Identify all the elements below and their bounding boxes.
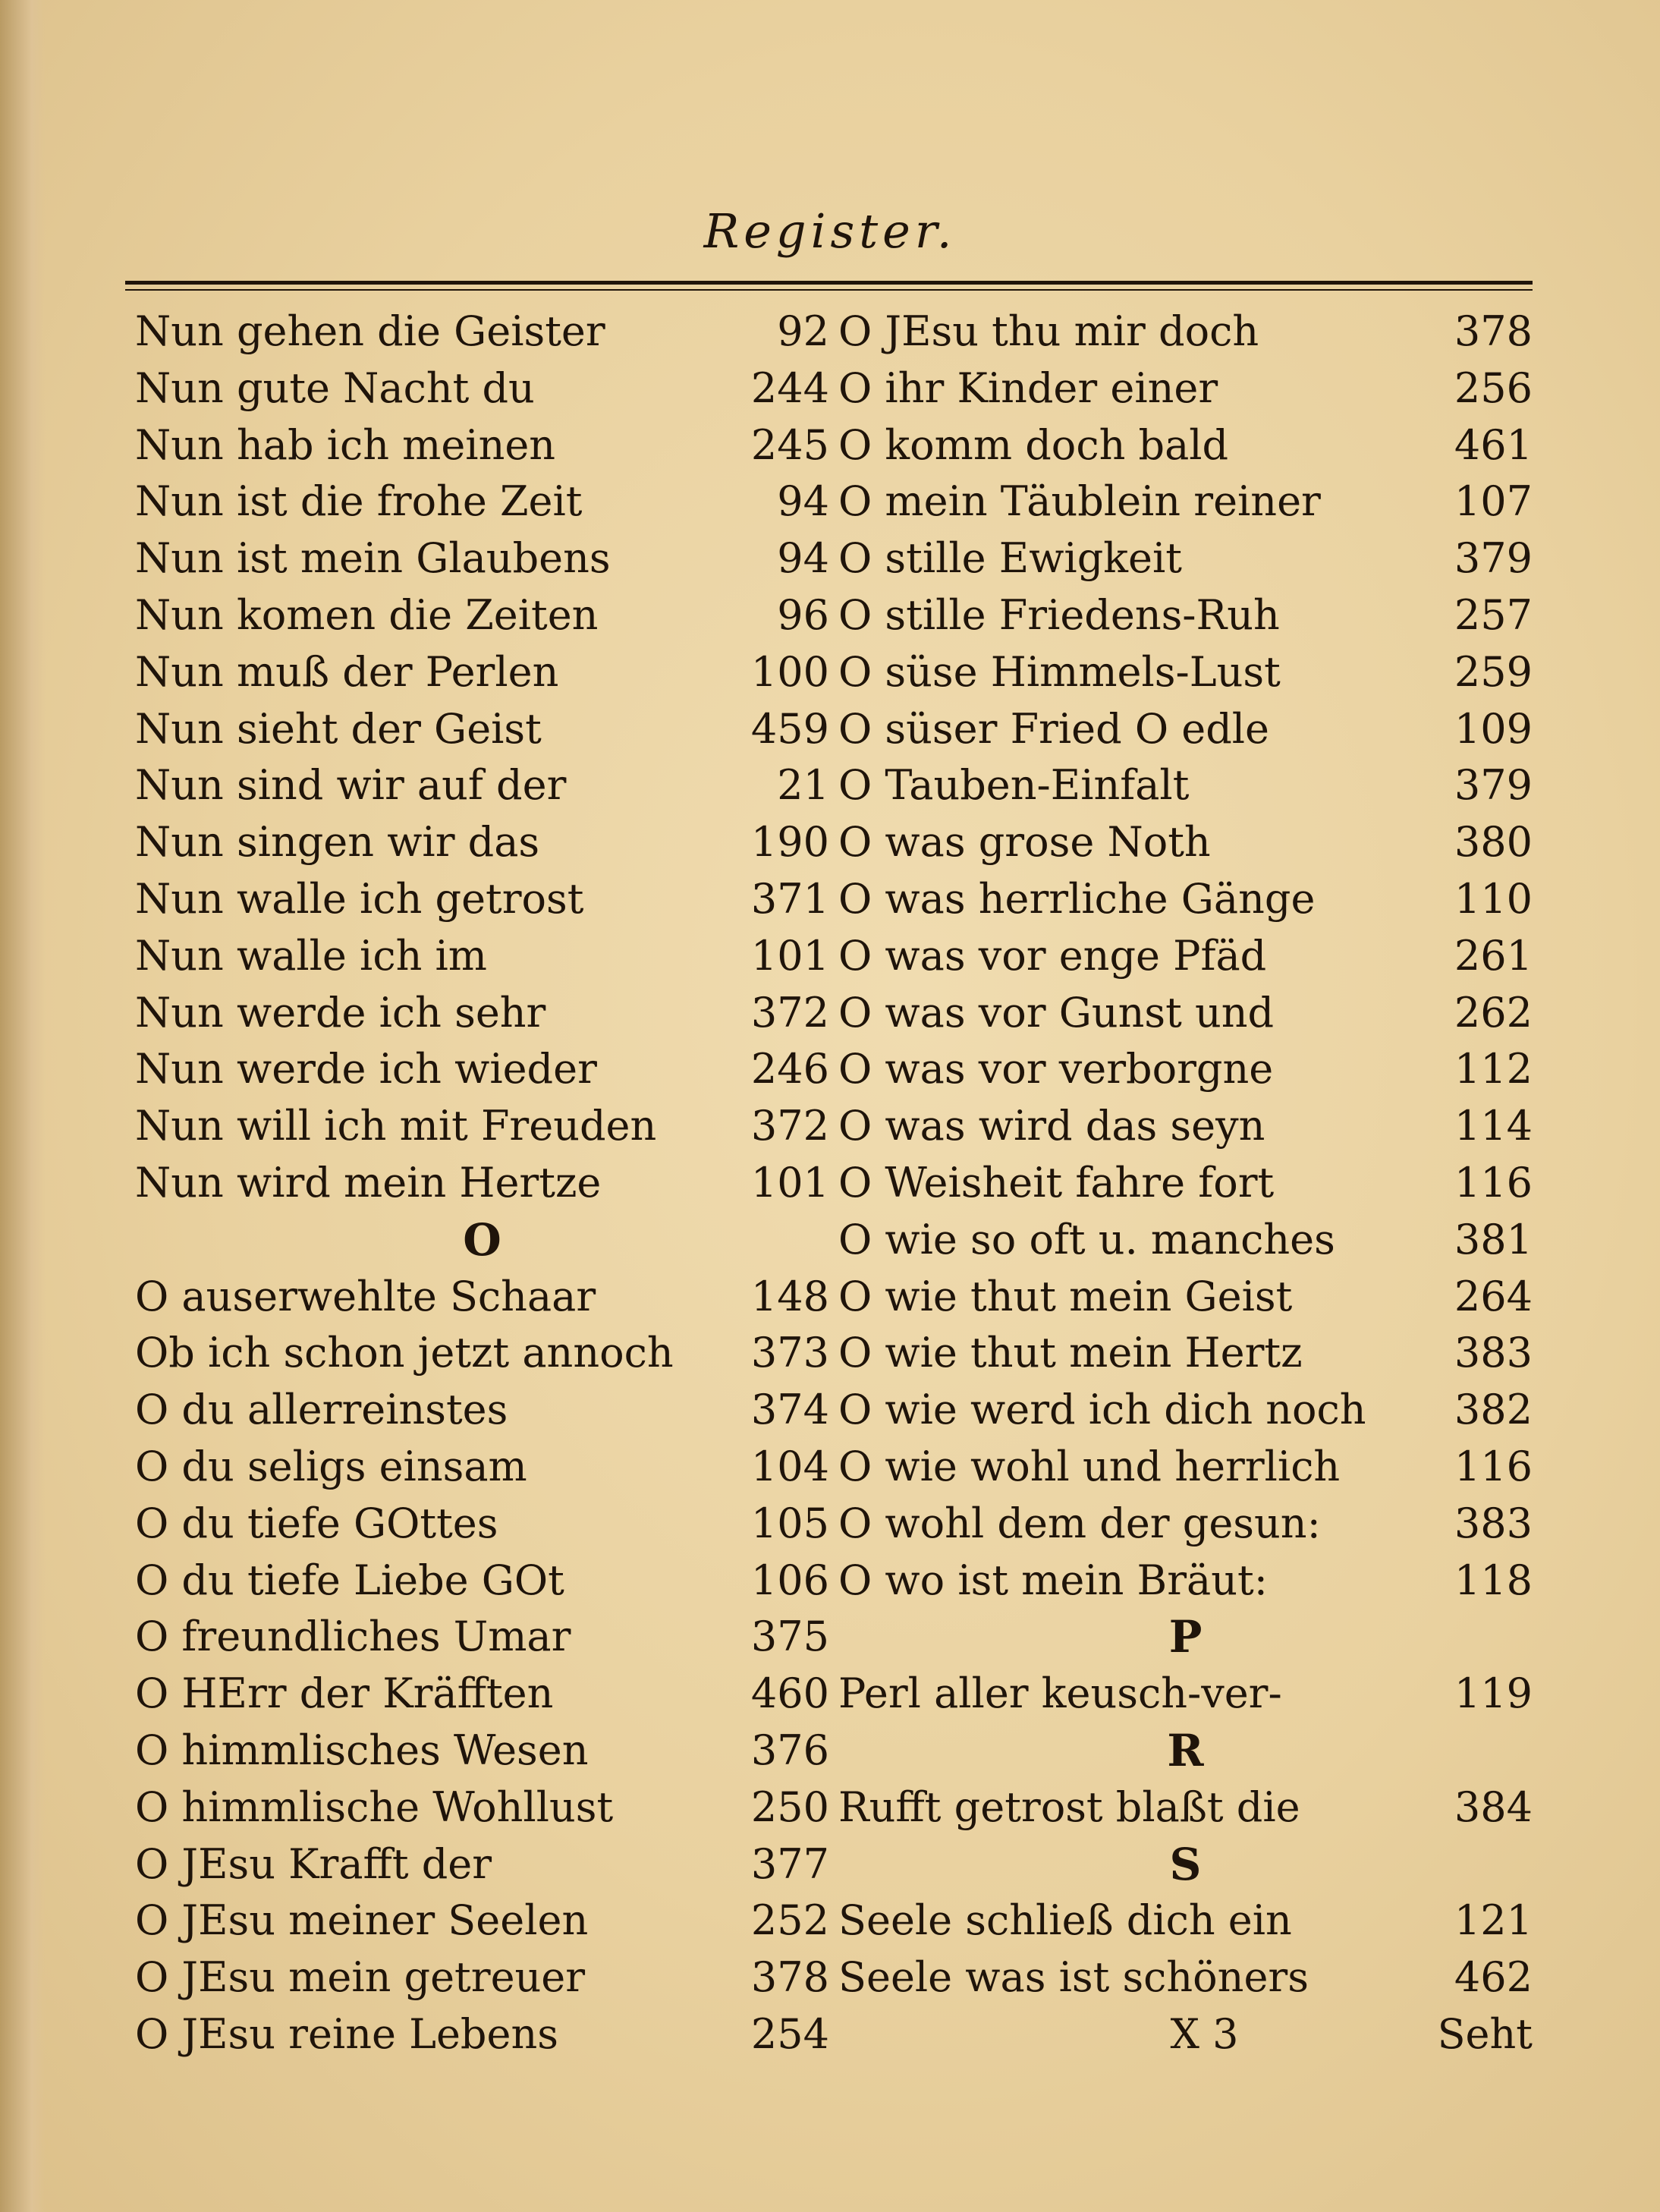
entry-title: O ihr Kinder einer <box>838 363 1218 412</box>
entry-title: Ob ich schon jetzt annoch <box>135 1329 674 1377</box>
register-entry <box>135 530 829 587</box>
register-entry <box>838 1269 1533 1326</box>
entry-title: Nun gehen die Geister <box>135 307 605 355</box>
entry-title: O was vor Gunst und <box>838 988 1275 1037</box>
register-entry <box>838 928 1533 985</box>
register-entry <box>135 474 829 530</box>
register-entry <box>838 530 1533 587</box>
entry-title: O himmlisches Wesen <box>135 1726 589 1774</box>
register-entry <box>135 1779 829 1836</box>
entry-title: O stille Ewigkeit <box>838 534 1182 583</box>
register-entry <box>838 1949 1533 2006</box>
entry-page-number: 112 <box>1454 1045 1533 1093</box>
register-entry <box>838 1666 1533 1723</box>
entry-title: O wie thut mein Hertz <box>838 1329 1303 1377</box>
register-entry <box>838 1212 1533 1269</box>
register-entry <box>135 814 829 871</box>
entry-page-number: 246 <box>750 1045 829 1093</box>
entry-page-number: 244 <box>750 363 829 412</box>
register-entry <box>838 1553 1533 1609</box>
entry-page-number: 116 <box>1454 1158 1533 1207</box>
register-entry <box>135 1723 829 1779</box>
entry-page-number: 119 <box>1454 1669 1533 1718</box>
register-entry <box>838 985 1533 1042</box>
entry-title: O Weisheit fahre fort <box>838 1158 1275 1207</box>
register-entry <box>838 644 1533 701</box>
entry-title: O stille Friedens-Ruh <box>838 590 1280 639</box>
entry-title: O wie thut mein Geist <box>838 1272 1293 1320</box>
section-letter: O <box>463 1213 501 1266</box>
register-entry <box>838 1041 1533 1098</box>
entry-page-number: 378 <box>1454 307 1533 355</box>
register-entry <box>135 1553 829 1609</box>
entry-title: O JEsu reine Lebens <box>135 2009 558 2058</box>
register-entry <box>838 304 1533 360</box>
entry-title: O was grose Noth <box>838 818 1211 867</box>
entry-title: Rufft getrost blaßt die <box>838 1783 1300 1831</box>
register-entry <box>135 1325 829 1382</box>
entry-title: Nun werde ich sehr <box>135 988 546 1037</box>
entry-title: Perl aller keusch-ver- <box>838 1669 1282 1718</box>
register-entry <box>838 360 1533 417</box>
entry-page-number: 459 <box>750 704 829 753</box>
entry-page-number: 262 <box>1454 988 1533 1037</box>
entry-page-number: 96 <box>777 590 829 639</box>
entry-title: O komm doch bald <box>838 420 1229 469</box>
entry-title: Nun muß der Perlen <box>135 647 559 696</box>
entry-title: O wie wohl und herrlich <box>838 1442 1341 1490</box>
entry-page-number: 374 <box>750 1386 829 1434</box>
section-letter: S <box>1169 1838 1202 1890</box>
entry-page-number: 375 <box>750 1613 829 1661</box>
register-entry <box>838 1496 1533 1553</box>
entry-page-number: 101 <box>750 1158 829 1207</box>
register-entry <box>135 757 829 814</box>
entry-page-number: 380 <box>1454 818 1533 867</box>
signature-mark: X 3 <box>1170 2009 1239 2058</box>
register-entry <box>135 1609 829 1666</box>
register-entry <box>135 1269 829 1326</box>
page-gutter <box>0 0 46 2212</box>
entry-page-number: 381 <box>1454 1215 1533 1263</box>
register-entry <box>838 474 1533 530</box>
entry-title: Nun ist die frohe Zeit <box>135 477 583 526</box>
entry-page-number: 114 <box>1454 1102 1533 1150</box>
register-entry <box>135 1382 829 1439</box>
register-entry <box>838 871 1533 928</box>
section-letter-heading <box>135 1212 829 1269</box>
entry-title: Nun gute Nacht du <box>135 363 535 412</box>
register-entry <box>135 1155 829 1212</box>
entry-page-number: 107 <box>1454 477 1533 526</box>
section-letter: R <box>1167 1724 1204 1776</box>
register-entry <box>135 2006 829 2063</box>
page-footer <box>838 2006 1533 2063</box>
entry-title: Nun walle ich getrost <box>135 874 584 923</box>
entry-page-number: 383 <box>1454 1329 1533 1377</box>
register-entry <box>838 1779 1533 1836</box>
section-letter-heading <box>838 1609 1533 1666</box>
entry-page-number: 259 <box>1454 647 1533 696</box>
entry-page-number: 104 <box>750 1442 829 1490</box>
register-entry <box>135 587 829 644</box>
register-entry <box>838 587 1533 644</box>
entry-page-number: 257 <box>1454 590 1533 639</box>
register-entry <box>135 701 829 758</box>
entry-title: O HErr der Kräfften <box>135 1669 554 1718</box>
entry-title: Nun ist mein Glaubens <box>135 534 611 583</box>
register-entry <box>838 1439 1533 1496</box>
register-entry <box>838 814 1533 871</box>
entry-title: O wie so oft u. manches <box>838 1215 1335 1263</box>
register-entry <box>838 701 1533 758</box>
entry-page-number: 245 <box>750 420 829 469</box>
entry-page-number: 373 <box>750 1329 829 1377</box>
entry-page-number: 94 <box>777 477 829 526</box>
entry-title: O was vor enge Pfäd <box>838 931 1267 980</box>
entry-title: O JEsu meiner Seelen <box>135 1896 589 1945</box>
register-entry <box>135 1949 829 2006</box>
entry-page-number: 372 <box>750 1102 829 1150</box>
register-column-right <box>838 304 1533 2063</box>
entry-page-number: 379 <box>1454 761 1533 810</box>
register-entry <box>838 1893 1533 1949</box>
entry-title: Nun hab ich meinen <box>135 420 556 469</box>
register-entry <box>838 1098 1533 1155</box>
entry-page-number: 460 <box>750 1669 829 1718</box>
entry-title: O du tiefe GOttes <box>135 1499 498 1547</box>
entry-title: O freundliches Umar <box>135 1613 571 1661</box>
entry-title: O süse Himmels-Lust <box>838 647 1281 696</box>
entry-page-number: 101 <box>750 931 829 980</box>
entry-page-number: 118 <box>1454 1556 1533 1604</box>
entry-page-number: 190 <box>750 818 829 867</box>
register-entry <box>838 757 1533 814</box>
entry-title: O himmlische Wohllust <box>135 1783 614 1831</box>
entry-title: O was vor verborgne <box>838 1045 1274 1093</box>
entry-page-number: 261 <box>1454 931 1533 980</box>
register-entry <box>838 1382 1533 1439</box>
entry-page-number: 252 <box>750 1896 829 1945</box>
entry-page-number: 256 <box>1454 363 1533 412</box>
entry-title: O Tauben-Einfalt <box>838 761 1190 810</box>
entry-page-number: 94 <box>777 534 829 583</box>
entry-title: O wie werd ich dich noch <box>838 1386 1366 1434</box>
entry-title: O was wird das seyn <box>838 1102 1265 1150</box>
entry-page-number: 92 <box>777 307 829 355</box>
entry-title: O du tiefe Liebe GOt <box>135 1556 564 1604</box>
entry-page-number: 110 <box>1454 874 1533 923</box>
entry-title: Nun wird mein Hertze <box>135 1158 602 1207</box>
register-entry <box>838 1155 1533 1212</box>
section-letter: P <box>1168 1611 1203 1663</box>
entry-page-number: 250 <box>750 1783 829 1831</box>
entry-page-number: 383 <box>1454 1499 1533 1547</box>
register-entry <box>135 1893 829 1949</box>
entry-page-number: 109 <box>1454 704 1533 753</box>
entry-title: O wo ist mein Bräut: <box>838 1556 1268 1604</box>
register-entry <box>838 417 1533 474</box>
entry-page-number: 462 <box>1454 1953 1533 2002</box>
entry-title: O du allerreinstes <box>135 1386 508 1434</box>
register-entry <box>135 928 829 985</box>
catchword: Seht <box>1437 2009 1533 2058</box>
register-entry <box>135 644 829 701</box>
entry-page-number: 378 <box>750 1953 829 2002</box>
entry-page-number: 254 <box>750 2009 829 2058</box>
header-rule <box>125 281 1533 285</box>
section-letter-heading <box>838 1836 1533 1893</box>
entry-page-number: 384 <box>1454 1783 1533 1831</box>
entry-title: O auserwehlte Schaar <box>135 1272 596 1320</box>
register-entry <box>838 1325 1533 1382</box>
entry-title: O süser Fried O edle <box>838 704 1270 753</box>
entry-page-number: 377 <box>750 1839 829 1888</box>
register-entry <box>135 1098 829 1155</box>
entry-title: Seele was ist schöners <box>838 1953 1309 2002</box>
section-letter-heading <box>838 1723 1533 1779</box>
entry-title: Nun walle ich im <box>135 931 487 980</box>
entry-title: O du seligs einsam <box>135 1442 527 1490</box>
entry-page-number: 372 <box>750 988 829 1037</box>
entry-page-number: 379 <box>1454 534 1533 583</box>
entry-title: O mein Täublein reiner <box>838 477 1321 526</box>
entry-page-number: 116 <box>1454 1442 1533 1490</box>
entry-title: Nun sind wir auf der <box>135 761 567 810</box>
entry-title: Nun sieht der Geist <box>135 704 542 753</box>
register-entry <box>135 417 829 474</box>
entry-page-number: 121 <box>1454 1896 1533 1945</box>
entry-page-number: 461 <box>1454 420 1533 469</box>
register-entry <box>135 871 829 928</box>
entry-page-number: 105 <box>750 1499 829 1547</box>
register-entry <box>135 360 829 417</box>
register-entry <box>135 1041 829 1098</box>
entry-page-number: 100 <box>750 647 829 696</box>
entry-page-number: 371 <box>750 874 829 923</box>
entry-page-number: 106 <box>750 1556 829 1604</box>
register-entry <box>135 1439 829 1496</box>
entry-page-number: 376 <box>750 1726 829 1774</box>
register-column-left <box>135 304 829 2063</box>
entry-title: Nun singen wir das <box>135 818 540 867</box>
entry-page-number: 148 <box>750 1272 829 1320</box>
entry-page-number: 21 <box>777 761 829 810</box>
entry-title: O was herrliche Gänge <box>838 874 1316 923</box>
register-entry <box>135 304 829 360</box>
entry-title: Seele schließ dich ein <box>838 1896 1292 1945</box>
entry-title: O wohl dem der gesun: <box>838 1499 1321 1547</box>
entry-title: Nun werde ich wieder <box>135 1045 597 1093</box>
register-entry <box>135 1666 829 1723</box>
entry-title: O JEsu Krafft der <box>135 1839 492 1888</box>
entry-page-number: 382 <box>1454 1386 1533 1434</box>
register-entry <box>135 1836 829 1893</box>
page-header: Register. <box>703 203 957 259</box>
register-entry <box>135 985 829 1042</box>
entry-title: Nun komen die Zeiten <box>135 590 599 639</box>
entry-title: Nun will ich mit Freuden <box>135 1102 657 1150</box>
entry-page-number: 264 <box>1454 1272 1533 1320</box>
register-entry <box>135 1496 829 1553</box>
entry-title: O JEsu mein getreuer <box>135 1953 586 2002</box>
header-rule-thin <box>125 289 1533 291</box>
entry-title: O JEsu thu mir doch <box>838 307 1259 355</box>
